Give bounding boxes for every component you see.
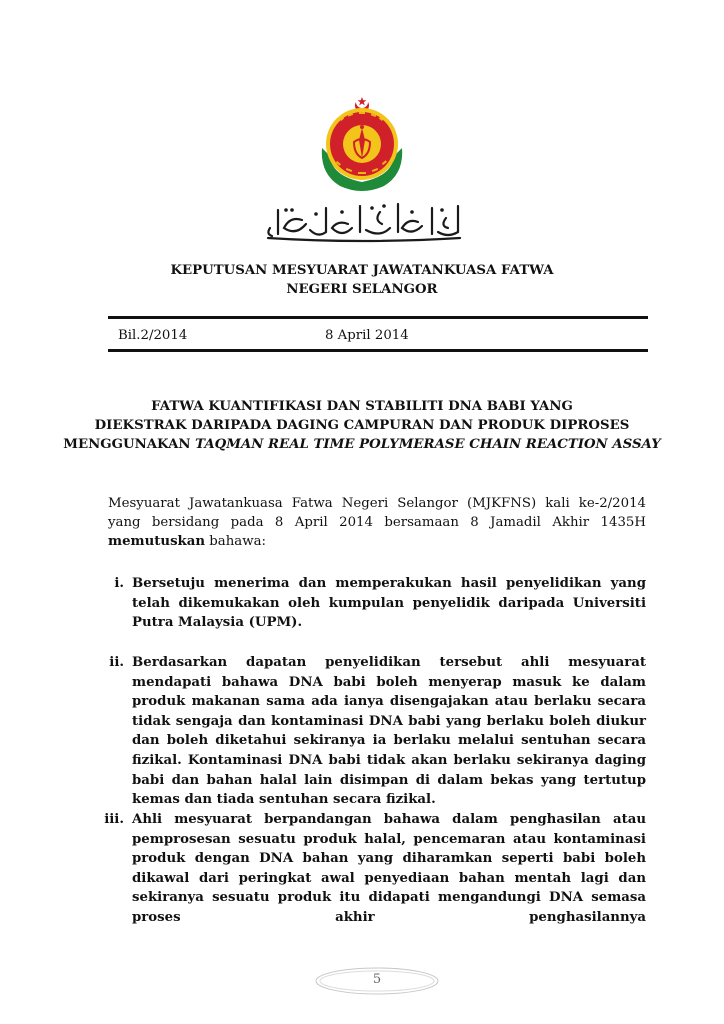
meeting-date: 8 April 2014 xyxy=(325,328,409,343)
fatwa-title-line-1: FATWA KUANTIFIKASI DAN STABILITI DNA BABI YANG xyxy=(151,399,573,414)
fatwa-title-line-3-prefix: MENGGUNAKAN xyxy=(63,437,196,452)
intro-suffix: bahawa: xyxy=(205,534,267,549)
page-number-badge xyxy=(314,966,440,996)
item-text: Ahli mesyuarat berpandangan bahawa dalam penghasilan atau pemprosesan sesuatu produk halal, pencemaran atau kontaminasi produk dengan DNA bahan yang diharamkan seperti babi boleh dikawal dari peringkat awal penyediaan bahan mentah lagi dan sekiranya sesuatu produk itu didapati mengandungi DNA semasa proses akhir penghasilannya xyxy=(132,812,646,925)
document-heading xyxy=(0,261,724,299)
item-number: iii. xyxy=(104,812,124,827)
intro-text: Mesyuarat Jawatankuasa Fatwa Negeri Selangor (MJKFNS) kali ke-2/2014 yang bersidang pada 8 April 2014 bersamaan 8 Jamadil Akhir 1435H xyxy=(108,496,646,530)
jawi-calligraphy-icon xyxy=(262,198,466,244)
fatwa-title-line-2: DIEKSTRAK DARIPADA DAGING CAMPURAN DAN PRODUK DIPROSES xyxy=(94,418,630,433)
intro-paragraph xyxy=(108,494,646,551)
fatwa-title-line-3 xyxy=(0,435,724,454)
item-text: Bersetuju menerima dan memperakukan hasil penyelidikan yang telah dikemukakan oleh kumpulan penyelidik daripada Universiti Putra Malaysia (UPM). xyxy=(132,576,646,631)
bil-number: Bil.2/2014 xyxy=(118,328,188,343)
fatwa-title-line-3-italic: TAQMAN REAL TIME POLYMERASE CHAIN REACTION ASSAY xyxy=(195,437,661,452)
intro-bold-text: memutuskan xyxy=(108,534,206,549)
selangor-state-emblem-icon xyxy=(316,96,408,196)
heading-line-1: KEPUTUSAN MESYUARAT JAWATANKUASA FATWA xyxy=(170,263,554,278)
item-text: Berdasarkan dapatan penyelidikan tersebut ahli mesyuarat mendapati bahawa DNA babi boleh menyerap masuk ke dalam produk makanan sama ada ianya disengajakan atau berlaku secara tidak sengaja dan kontaminasi DNA babi yang berlaku boleh diukur dan boleh diketahui sekiranya ia berlaku melalui sentuhan secara fizikal. Kontaminasi DNA babi tidak akan berlaku sekiranya daging babi dan bahan halal lain disimpan di dalam bekas yang tertutup kemas dan tiada sentuhan secara fizikal. xyxy=(132,655,646,808)
reference-top-rule xyxy=(108,316,648,319)
item-number: ii. xyxy=(109,655,124,670)
reference-bottom-rule xyxy=(108,349,648,352)
heading-line-2: NEGERI SELANGOR xyxy=(286,282,438,297)
fatwa-title xyxy=(0,397,724,454)
page-number: 5 xyxy=(372,972,382,987)
item-number: i. xyxy=(114,576,124,591)
